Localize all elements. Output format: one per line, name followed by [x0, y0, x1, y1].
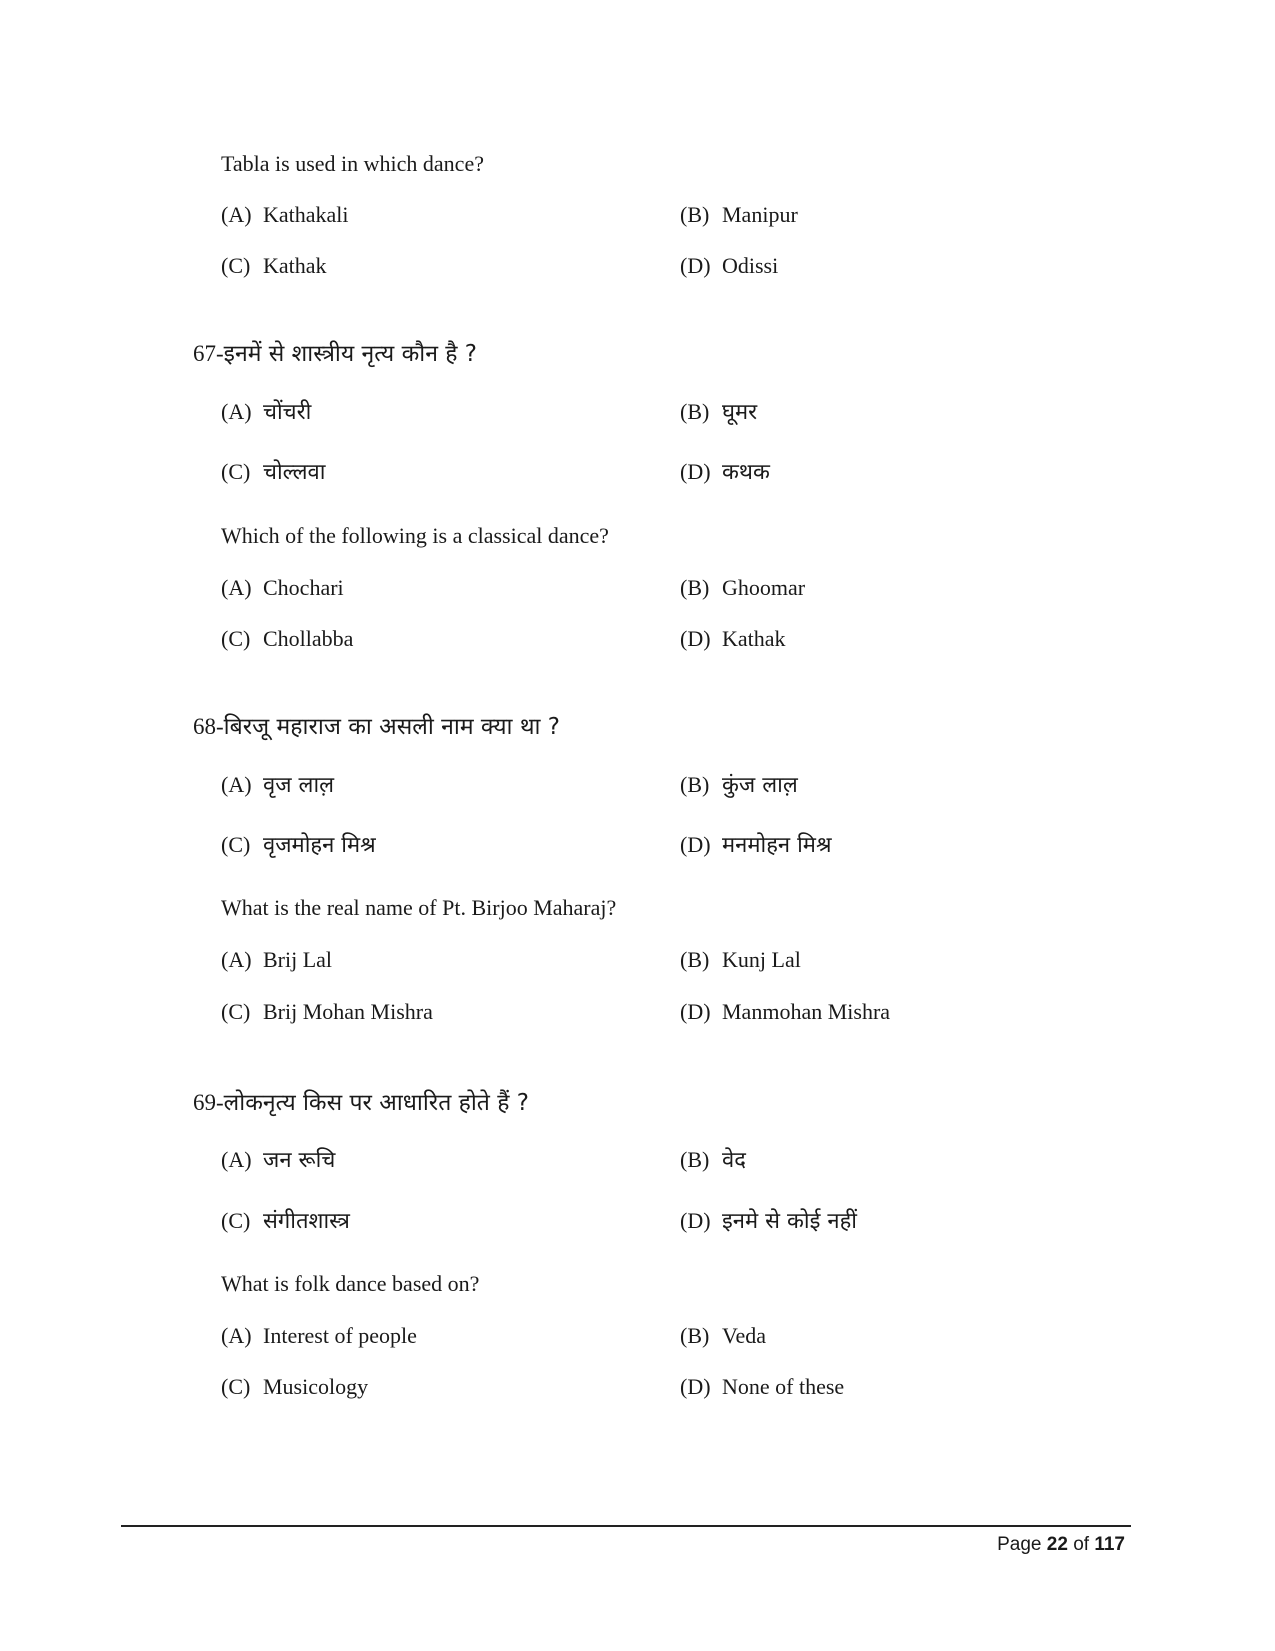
option-label: (B)	[680, 575, 710, 600]
option-text: इनमे से कोई नहीं	[722, 1209, 858, 1234]
option-text: Chollabba	[263, 626, 354, 651]
option-label: (B)	[680, 202, 710, 227]
option-text: Veda	[722, 1323, 766, 1348]
current-page: 22	[1046, 1534, 1068, 1555]
option-label: (D)	[680, 999, 711, 1024]
option-c-hi	[221, 831, 376, 860]
option-c	[221, 625, 353, 653]
option-text: वेद	[722, 1148, 746, 1173]
option-text: None of these	[722, 1374, 845, 1399]
question-number: 67-	[193, 341, 224, 366]
option-text: Manmohan Mishra	[722, 999, 891, 1024]
option-text: Brij Mohan Mishra	[263, 999, 433, 1024]
question-text-hi: बिरजू महाराज का असली नाम क्या था ?	[223, 714, 560, 740]
option-a	[221, 574, 344, 602]
option-label: (B)	[680, 399, 710, 424]
question-number: 68-	[193, 714, 224, 739]
option-text: Kathak	[722, 626, 786, 651]
option-text: कुंज लाल़	[722, 773, 798, 798]
option-text: Ghoomar	[722, 575, 806, 600]
option-d	[680, 1373, 844, 1401]
option-label: (D)	[680, 1208, 711, 1233]
option-b	[680, 1322, 766, 1350]
footer-divider	[121, 1525, 1131, 1527]
option-text: Kunj Lal	[722, 947, 801, 972]
option-d-hi	[680, 1207, 857, 1236]
option-c-hi	[221, 458, 325, 487]
option-label: (D)	[680, 253, 711, 278]
option-d-hi	[680, 831, 832, 860]
option-text: Interest of people	[263, 1323, 417, 1348]
option-c-hi	[221, 1207, 350, 1236]
option-label: (A)	[221, 575, 252, 600]
option-label: (B)	[680, 772, 710, 797]
total-pages: 117	[1094, 1534, 1125, 1555]
option-label: (A)	[221, 399, 252, 424]
option-text: Kathakali	[263, 202, 349, 227]
option-label: (C)	[221, 253, 251, 278]
question-text-en: Tabla is used in which dance?	[221, 151, 484, 176]
question-heading-67	[193, 339, 477, 369]
option-a-hi	[221, 771, 334, 800]
page-number	[997, 1532, 1125, 1558]
option-text: चोंचरी	[263, 400, 312, 425]
option-text: Kathak	[263, 253, 327, 278]
option-label: (A)	[221, 772, 252, 797]
option-text: Manipur	[722, 202, 798, 227]
page-prefix: Page	[997, 1534, 1042, 1555]
option-c	[221, 1373, 368, 1401]
option-label: (C)	[221, 999, 251, 1024]
option-text: वृज लाल़	[263, 773, 335, 798]
option-label: (A)	[221, 947, 252, 972]
option-label: (C)	[221, 1208, 251, 1233]
option-a-hi	[221, 398, 311, 427]
question-text-hi: लोकनृत्य किस पर आधारित होते हैं ?	[223, 1090, 529, 1116]
option-label: (C)	[221, 459, 251, 484]
option-label: (B)	[680, 947, 710, 972]
option-d	[680, 998, 890, 1026]
option-label: (C)	[221, 1374, 251, 1399]
question-text-en: Which of the following is a classical dance?	[221, 523, 609, 548]
option-text: मनमोहन मिश्र	[722, 833, 832, 858]
option-b	[680, 201, 798, 229]
question-text-en: What is the real name of Pt. Birjoo Maharaj?	[221, 895, 617, 920]
option-c	[221, 252, 327, 280]
option-text: कथक	[722, 460, 770, 485]
option-b-hi	[680, 398, 757, 427]
option-label: (B)	[680, 1147, 710, 1172]
option-text: संगीतशास्त्र	[263, 1209, 350, 1234]
option-label: (A)	[221, 1147, 252, 1172]
option-a	[221, 201, 349, 229]
option-d	[680, 625, 786, 653]
option-b-hi	[680, 1146, 746, 1175]
option-text: Brij Lal	[263, 947, 333, 972]
option-text: चोल्लवा	[263, 460, 326, 485]
option-text: वृजमोहन मिश्र	[263, 833, 376, 858]
option-text: Chochari	[263, 575, 344, 600]
option-label: (A)	[221, 1323, 252, 1348]
question-text-hi: इनमें से शास्त्रीय नृत्य कौन है ?	[223, 341, 478, 367]
question-text-en: What is folk dance based on?	[221, 1271, 480, 1296]
option-b	[680, 946, 801, 974]
option-b-hi	[680, 771, 798, 800]
option-label: (D)	[680, 832, 711, 857]
question-heading-69	[193, 1088, 529, 1118]
option-label: (A)	[221, 202, 252, 227]
option-text: Odissi	[722, 253, 779, 278]
option-label: (C)	[221, 832, 251, 857]
option-label: (C)	[221, 626, 251, 651]
option-c	[221, 998, 433, 1026]
option-a	[221, 1322, 417, 1350]
option-label: (D)	[680, 1374, 711, 1399]
option-label: (B)	[680, 1323, 710, 1348]
question-number: 69-	[193, 1090, 224, 1115]
option-text: जन रूचि	[263, 1148, 336, 1173]
option-a-hi	[221, 1146, 335, 1175]
option-d	[680, 252, 778, 280]
option-text: घूमर	[722, 400, 758, 425]
option-b	[680, 574, 805, 602]
option-label: (D)	[680, 459, 711, 484]
option-a	[221, 946, 332, 974]
option-d-hi	[680, 458, 770, 487]
question-heading-68	[193, 712, 560, 742]
option-label: (D)	[680, 626, 711, 651]
option-text: Musicology	[263, 1374, 369, 1399]
page-of: of	[1073, 1534, 1090, 1555]
